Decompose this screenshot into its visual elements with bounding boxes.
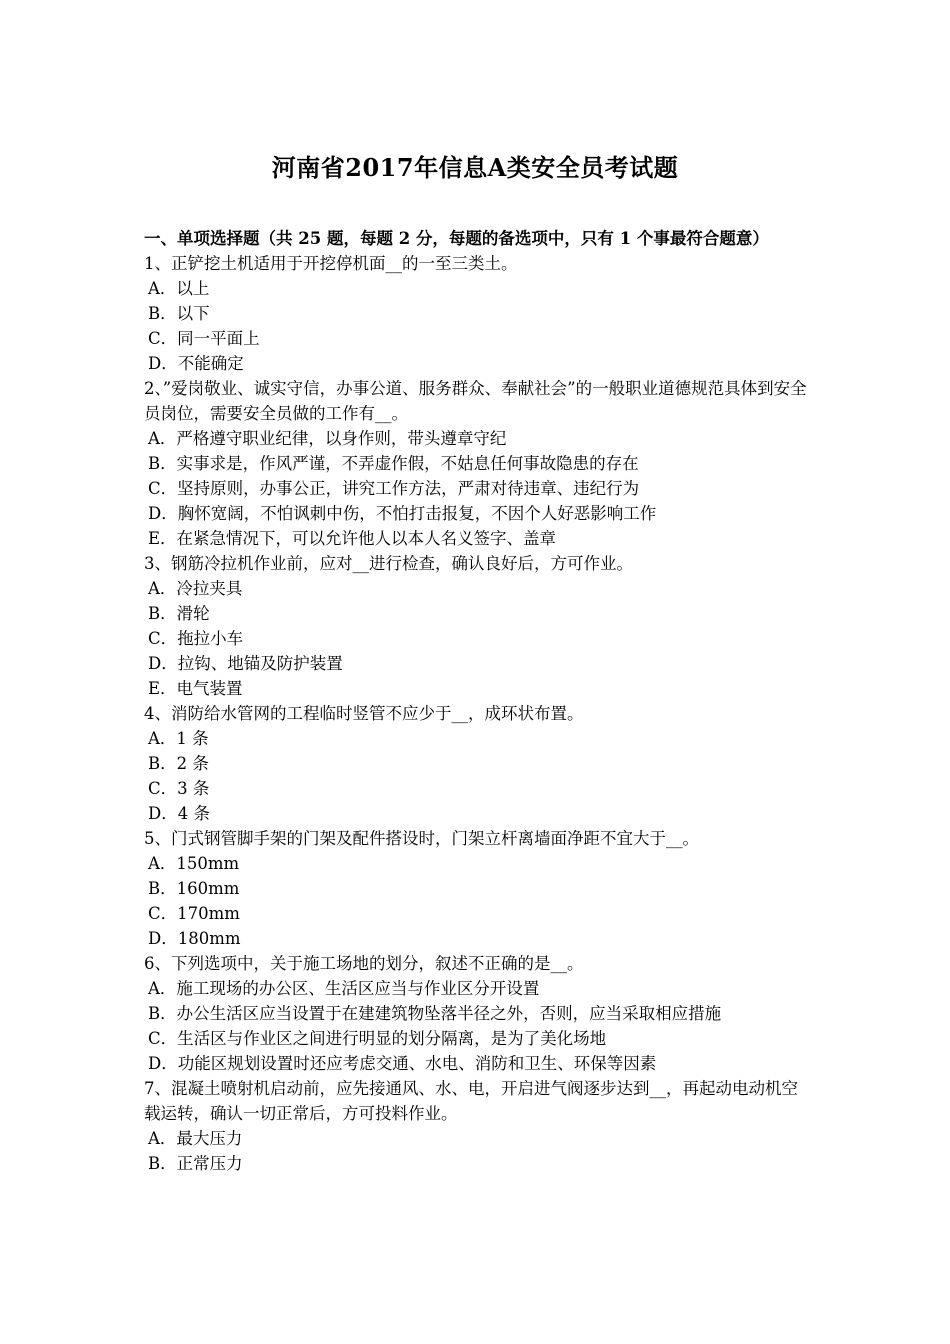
question-6 — [144, 951, 810, 1076]
answer-option: A．严格遵守职业纪律，以身作则，带头遵章守纪 — [148, 429, 507, 448]
answer-option: C．拖拉小车 — [148, 629, 244, 648]
answer-option: E．在紧急情况下，可以允许他人以本人名义签字、盖章 — [148, 529, 557, 548]
question-5 — [144, 826, 810, 951]
answer-option: A．以上 — [148, 279, 210, 298]
answer-option: B．2 条 — [148, 754, 209, 773]
answer-option: A．最大压力 — [148, 1129, 243, 1148]
question-stem: 3、钢筋冷拉机作业前，应对__进行检查，确认良好后，方可作业。 — [144, 554, 633, 573]
answer-option: C．170mm — [148, 904, 240, 923]
answer-option: B．办公生活区应当设置于在建建筑物坠落半径之外，否则，应当采取相应措施 — [148, 1004, 722, 1023]
answer-option: A．冷拉夹具 — [148, 579, 243, 598]
section-heading: 一、单项选择题（共 25 题，每题 2 分，每题的备选项中，只有 1 个事最符合题意） — [144, 229, 769, 248]
answer-option: D．功能区规划设置时还应考虑交通、水电、消防和卫生、环保等因素 — [148, 1054, 657, 1073]
question-stem: 2、”爱岗敬业、诚实守信，办事公道、服务群众、奉献社会”的一般职业道德规范具体到安全员岗位，需要安全员做的工作有__。 — [144, 379, 807, 423]
answer-option: B．滑轮 — [148, 604, 210, 623]
question-4 — [144, 701, 810, 826]
answer-option: B．正常压力 — [148, 1154, 243, 1173]
answer-option: D．胸怀宽阔，不怕讽刺中伤，不怕打击报复，不因个人好恶影响工作 — [148, 504, 657, 523]
question-7 — [144, 1076, 810, 1176]
answer-option: D．180mm — [148, 929, 241, 948]
answer-option: B．实事求是，作风严谨，不弄虚作假，不姑息任何事故隐患的存在 — [148, 454, 639, 473]
document-title: 河南省2017年信息A类安全员考试题 — [271, 153, 679, 182]
answer-option: D．拉钩、地锚及防护装置 — [148, 654, 343, 673]
answer-option: D．4 条 — [148, 804, 210, 823]
answer-option: A．1 条 — [148, 729, 209, 748]
answer-option: C．同一平面上 — [148, 329, 260, 348]
question-2 — [144, 376, 810, 551]
question-stem: 7、混凝土喷射机启动前，应先接通风、水、电，开启进气阀逐步达到__，再起动电动机空载运转，确认一切正常后，方可投料作业。 — [144, 1079, 798, 1123]
question-list — [144, 251, 810, 1176]
answer-option: A．施工现场的办公区、生活区应当与作业区分开设置 — [148, 979, 540, 998]
question-3 — [144, 551, 810, 701]
answer-option: A．150mm — [148, 854, 240, 873]
question-1 — [144, 251, 810, 376]
answer-option: D．不能确定 — [148, 354, 244, 373]
answer-option: C．坚持原则，办事公正，讲究工作方法，严肃对待违章、违纪行为 — [148, 479, 640, 498]
answer-option: C．3 条 — [148, 779, 210, 798]
answer-option: C．生活区与作业区之间进行明显的划分隔离，是为了美化场地 — [148, 1029, 607, 1048]
question-stem: 4、消防给水管网的工程临时竖管不应少于__，成环状布置。 — [144, 704, 584, 723]
question-stem: 5、门式钢管脚手架的门架及配件搭设时，门架立杆离墙面净距不宜大于__。 — [144, 829, 699, 848]
question-stem: 1、正铲挖土机适用于开挖停机面__的一至三类土。 — [144, 254, 518, 273]
document-body — [144, 226, 810, 1176]
answer-option: B．160mm — [148, 879, 240, 898]
question-stem: 6、下列选项中，关于施工场地的划分，叙述不正确的是__。 — [144, 954, 584, 973]
answer-option: B．以下 — [148, 304, 210, 323]
answer-option: E．电气装置 — [148, 679, 243, 698]
